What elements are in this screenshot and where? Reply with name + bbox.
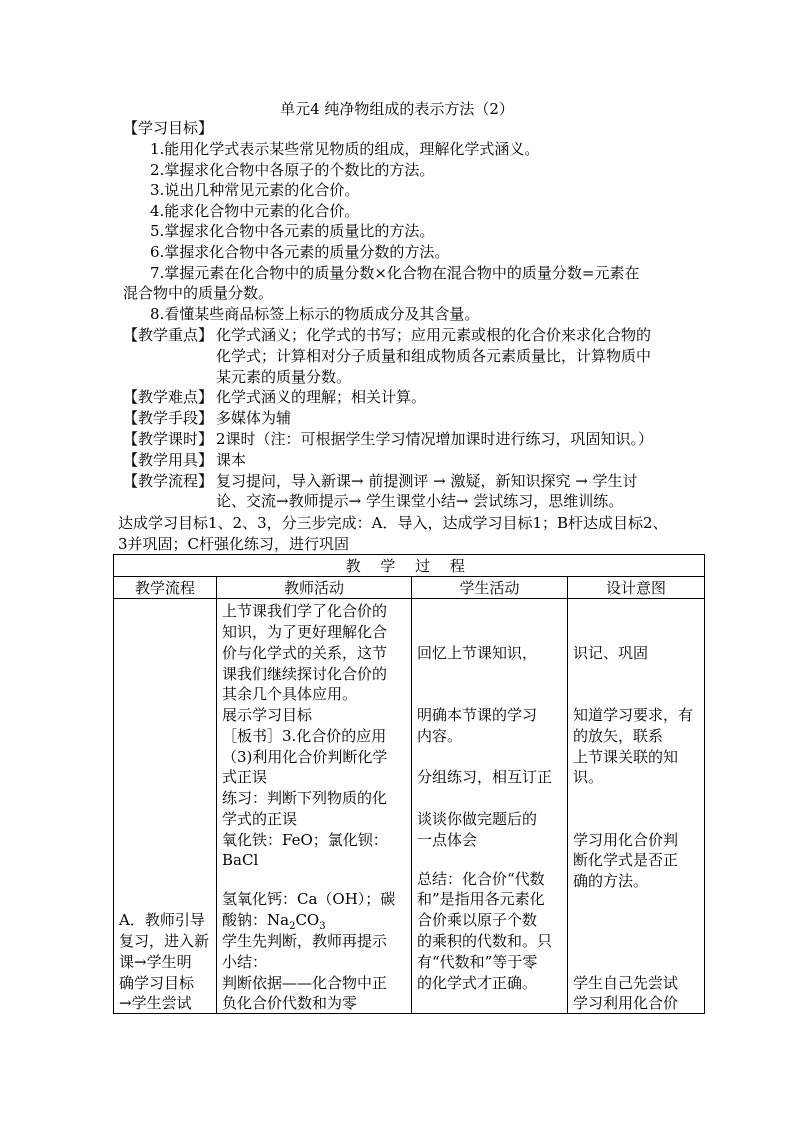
objective-item-continued: 混合物中的质量分数。	[123, 284, 274, 302]
teacher-line: 练习：判断下列物质的化	[222, 789, 388, 807]
student-line: 的乘积的代数和。只	[417, 932, 553, 950]
intent-line: 学习利用化合价	[573, 994, 679, 1012]
flow-cell-line: 确学习目标	[119, 974, 195, 992]
key-points-line: 某元素的质量分数。	[216, 368, 352, 386]
flow-cell-line: A．教师引导	[119, 911, 205, 929]
student-line: 明确本节课的学习	[417, 706, 538, 724]
teacher-activity-cell	[217, 599, 412, 1014]
intent-line: 的放矢，联系	[573, 727, 664, 745]
header-flow: 教学流程	[114, 577, 217, 599]
key-points-label: 【教学重点】	[123, 326, 214, 344]
teacher-line-formula	[222, 910, 326, 931]
summary-line: 达成学习目标1、2、3，分三步完成：A．导入，达成学习目标1；B杆达成目标2、	[118, 514, 668, 532]
objective-item: 7.掌握元素在化合物中的质量分数×化合物在混合物中的质量分数=元素在	[150, 264, 640, 282]
key-points-line: 化学式涵义；化学式的书写；应用元素或根的化合价来求化合物的	[216, 326, 652, 344]
objectives-label: 【学习目标】	[123, 119, 214, 137]
subscript: 2	[289, 921, 296, 932]
tools-text: 课本	[216, 451, 247, 469]
teacher-line: 学生先判断，教师再提示	[222, 932, 388, 950]
teacher-line: 学式的正误	[222, 810, 298, 828]
student-line: 合价乘以原子个数	[417, 911, 538, 929]
formula-text: CO	[295, 911, 320, 929]
student-line: 一点体会	[417, 831, 478, 849]
flow-line: 论、交流→教师提示→ 学生课堂小结→ 尝试练习，思维训练。	[216, 492, 624, 510]
key-points-line: 化学式；计算相对分子质量和组成物质各元素质量比，计算物质中	[216, 347, 652, 365]
student-line: 总结：化合价“代数	[417, 870, 545, 888]
student-line: 和”是指用各元素化	[417, 890, 545, 908]
formula-text: 酸钠：Na	[222, 911, 290, 929]
flow-cell-line: 课→学生明	[119, 953, 192, 971]
teacher-line: 其余几个具体应用。	[222, 685, 358, 703]
intent-line: 识记、巩固	[573, 644, 649, 662]
intent-line: 知道学习要求，有	[573, 706, 694, 724]
student-line: 有“代数和”等于零	[417, 953, 538, 971]
teacher-line: 课我们继续探讨化合价的	[222, 665, 388, 683]
teacher-line: （3)利用化合价判断化学	[222, 748, 388, 766]
student-line: 回忆上节课知识，	[417, 644, 538, 662]
means-label: 【教学手段】	[123, 409, 214, 427]
intent-line: 识。	[573, 768, 604, 786]
teacher-line: 知识，为了更好理解化合	[222, 623, 388, 641]
header-student-activity: 学生活动	[412, 577, 568, 599]
intent-line: 学习用化合价判	[573, 831, 679, 849]
teacher-line: 氧化铁：FeO；氯化钡：	[222, 831, 388, 849]
tools-label: 【教学用具】	[123, 451, 214, 469]
student-line: 谈谈你做完题后的	[417, 810, 538, 828]
teacher-line: 价与化学式的关系，这节	[222, 644, 388, 662]
student-line: 的化学式才正确。	[417, 974, 538, 992]
teacher-line: 氢氧化钙：Ca（OH）；碳	[222, 890, 396, 908]
header-design-intent: 设计意图	[568, 577, 705, 599]
means-text: 多媒体为辅	[216, 409, 292, 427]
page-title: 单元4 纯净物组成的表示方法（2）	[280, 100, 514, 118]
teacher-line: BaCl	[222, 851, 259, 869]
table-caption: 教 学 过 程	[114, 555, 705, 577]
flow-cell	[114, 599, 217, 1014]
subscript: 3	[319, 921, 326, 932]
student-activity-cell	[412, 599, 568, 1014]
hours-text: 2课时（注：可根据学生学习情况增加课时进行练习，巩固知识。）	[216, 430, 654, 448]
objective-item: 8.看懂某些商品标签上标示的物质成分及其含量。	[150, 305, 480, 323]
teacher-line: ［板书］3.化合价的应用	[222, 727, 387, 745]
summary-line: 3并巩固；C杆强化练习，进行巩固	[118, 535, 350, 553]
flow-line: 复习提问，导入新课→ 前提测评 → 激疑，新知识探究 → 学生讨	[216, 472, 638, 490]
teacher-line: 上节课我们学了化合价的	[222, 602, 388, 620]
teacher-line: 式正误	[222, 768, 268, 786]
teacher-line: 判断依据——化合物中正	[222, 974, 388, 992]
hours-label: 【教学课时】	[123, 430, 214, 448]
objective-item: 6.掌握求化合物中各元素的质量分数的方法。	[150, 243, 450, 261]
objective-item: 1.能用化学式表示某些常见物质的组成，理解化学式涵义。	[150, 140, 540, 158]
flow-cell-line: 复习，进入新	[119, 932, 210, 950]
flow-cell-line: →学生尝试	[119, 994, 192, 1012]
design-intent-cell	[568, 599, 705, 1014]
objective-item: 2.掌握求化合物中各原子的个数比的方法。	[150, 161, 435, 179]
student-line: 分组练习，相互订正	[417, 768, 553, 786]
header-teacher-activity: 教师活动	[217, 577, 412, 599]
intent-line: 断化学式是否正	[573, 851, 679, 869]
objective-item: 5.掌握求化合物中各元素的质量比的方法。	[150, 222, 435, 240]
flow-label: 【教学流程】	[123, 472, 214, 490]
intent-line: 学生自己先尝试	[573, 974, 679, 992]
teaching-process-table	[113, 554, 705, 1014]
objective-item: 4.能求化合物中元素的化合价。	[150, 202, 360, 220]
difficulty-label: 【教学难点】	[123, 388, 214, 406]
teacher-line: 展示学习目标	[222, 706, 313, 724]
intent-line: 上节课关联的知	[573, 748, 679, 766]
student-line: 内容。	[417, 727, 463, 745]
teacher-line: 负化合价代数和为零	[222, 994, 358, 1012]
teacher-line: 小结：	[222, 953, 268, 971]
objective-item: 3.说出几种常见元素的化合价。	[150, 181, 360, 199]
intent-line: 确的方法。	[573, 872, 649, 890]
difficulty-text: 化学式涵义的理解；相关计算。	[216, 388, 427, 406]
